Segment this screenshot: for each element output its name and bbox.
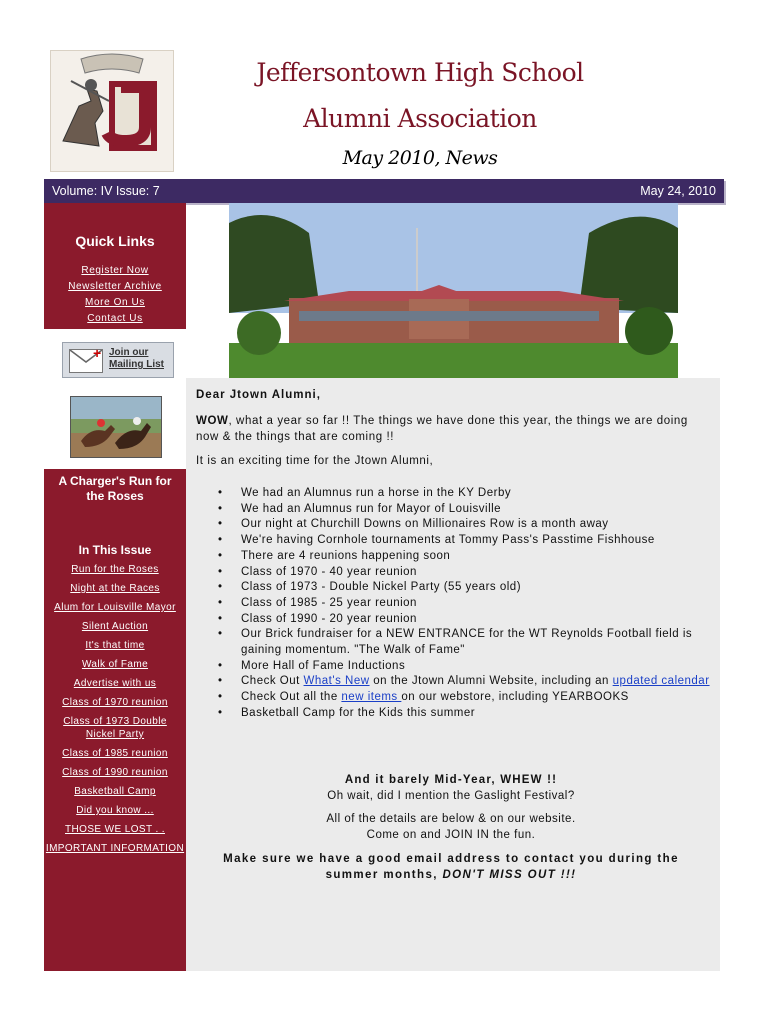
register-now-link[interactable]: Register Now: [81, 265, 149, 276]
issue-link-class-1970[interactable]: Class of 1970 reunion: [62, 697, 168, 708]
email-request-line: Make sure we have a good email address to contact you during the: [223, 853, 679, 865]
issue-link-did-you-know[interactable]: Did you know ...: [76, 805, 154, 816]
contact-us-link[interactable]: Contact Us: [87, 313, 143, 324]
issue-link-class-1973-line2[interactable]: Nickel Party: [85, 729, 145, 740]
issue-link-those-we-lost[interactable]: THOSE WE LOST . .: [65, 824, 165, 835]
join-fun-line: Come on and JOIN IN the fun.: [366, 829, 536, 841]
bullet-item-webstore: • Check Out all the new items on our webstore, including YEARBOOKS: [218, 690, 718, 706]
intro-paragraph: WOW, what a year so far !! The things we have done this year, the things we are doing now & the things that are coming !!: [196, 415, 688, 443]
join-label-1: Join our: [109, 347, 149, 358]
issue-link-its-that-time[interactable]: It's that time: [85, 640, 145, 651]
gaslight-line: Oh wait, did I mention the Gaslight Festival?: [327, 790, 575, 802]
more-on-us-link[interactable]: More On Us: [85, 297, 145, 308]
mid-year-line: And it barely Mid-Year, WHEW !!: [344, 774, 558, 786]
quick-links-panel: [44, 203, 186, 329]
school-building-photo: [229, 203, 678, 378]
issue-date: May 24, 2010: [640, 184, 716, 198]
horse-race-photo: [70, 396, 162, 458]
news-bullet-list: [218, 486, 718, 722]
bullet-item: • We're having Cornhole tournaments at Tommy Pass's Passtime Fishhouse: [218, 533, 718, 549]
issue-link-night-at-races[interactable]: Night at the Races: [70, 583, 160, 594]
new-items-link[interactable]: new items: [341, 691, 402, 704]
in-this-issue-list: [44, 563, 186, 861]
bullet-item: • Class of 1970 - 40 year reunion: [218, 565, 718, 581]
header-issue-date: May 2010, News: [342, 147, 498, 169]
bullet-item: • Class of 1973 - Double Nickel Party (55 years old): [218, 580, 718, 596]
run-for-roses-heading: A Charger's Run for the Roses: [58, 474, 172, 503]
in-this-issue-heading: In This Issue: [78, 543, 152, 557]
header-school-name: Jeffersontown High School: [256, 58, 584, 87]
join-mailing-list-button[interactable]: [62, 342, 174, 378]
greeting: Dear Jtown Alumni,: [196, 389, 321, 401]
bullet-item: • More Hall of Fame Inductions: [218, 659, 718, 675]
details-line: All of the details are below & on our website.: [326, 813, 576, 825]
issue-link-silent-auction[interactable]: Silent Auction: [81, 621, 149, 632]
issue-link-class-1973-line1[interactable]: Class of 1973 Double: [63, 716, 167, 727]
bullet-item: • There are 4 reunions happening soon: [218, 549, 718, 565]
bullet-item: • Our night at Churchill Downs on Millionaires Row is a month away: [218, 517, 718, 533]
issue-link-run-for-roses[interactable]: Run for the Roses: [71, 564, 159, 575]
bullet-item: • We had an Alumnus run for Mayor of Louisville: [218, 502, 718, 518]
whats-new-link[interactable]: What's New: [303, 675, 370, 688]
issue-link-class-1985[interactable]: Class of 1985 reunion: [62, 748, 168, 759]
volume-issue: Volume: IV Issue: 7: [52, 184, 160, 198]
newsletter-archive-link[interactable]: Newsletter Archive: [68, 281, 162, 292]
charger-logo: [50, 50, 174, 172]
issue-link-alum-mayor[interactable]: Alum for Louisville Mayor: [54, 602, 176, 613]
issue-link-basketball-camp[interactable]: Basketball Camp: [74, 786, 156, 797]
updated-calendar-link[interactable]: updated calendar: [612, 675, 710, 688]
bullet-item: • We had an Alumnus run a horse in the KY Derby: [218, 486, 718, 502]
volume-bar: [44, 179, 724, 203]
excitement-line: It is an exciting time for the Jtown Alumni,: [196, 455, 434, 467]
issue-link-walk-of-fame[interactable]: Walk of Fame: [81, 659, 149, 670]
issue-link-advertise[interactable]: Advertise with us: [73, 678, 157, 689]
bullet-item: • Class of 1985 - 25 year reunion: [218, 596, 718, 612]
dont-miss-out-line: summer months, DON'T MISS OUT !!!: [325, 869, 577, 881]
plus-icon: +: [93, 345, 102, 361]
issue-link-important-info[interactable]: IMPORTANT INFORMATION: [45, 843, 185, 854]
bullet-item: • Our Brick fundraiser for a NEW ENTRANCE for the WT Reynolds Football field is gaining momentum. "The Walk of Fame": [218, 627, 718, 658]
header-association: Alumni Association: [303, 104, 537, 133]
quick-links-heading: Quick Links: [75, 233, 155, 249]
join-label-2: Mailing List: [109, 359, 164, 370]
issue-link-class-1990[interactable]: Class of 1990 reunion: [62, 767, 168, 778]
bullet-item: • Class of 1990 - 20 year reunion: [218, 612, 718, 628]
bullet-item: • Basketball Camp for the Kids this summer: [218, 706, 718, 722]
bullet-item-whats-new: • Check Out What's New on the Jtown Alumni Website, including an updated calendar: [218, 674, 718, 690]
